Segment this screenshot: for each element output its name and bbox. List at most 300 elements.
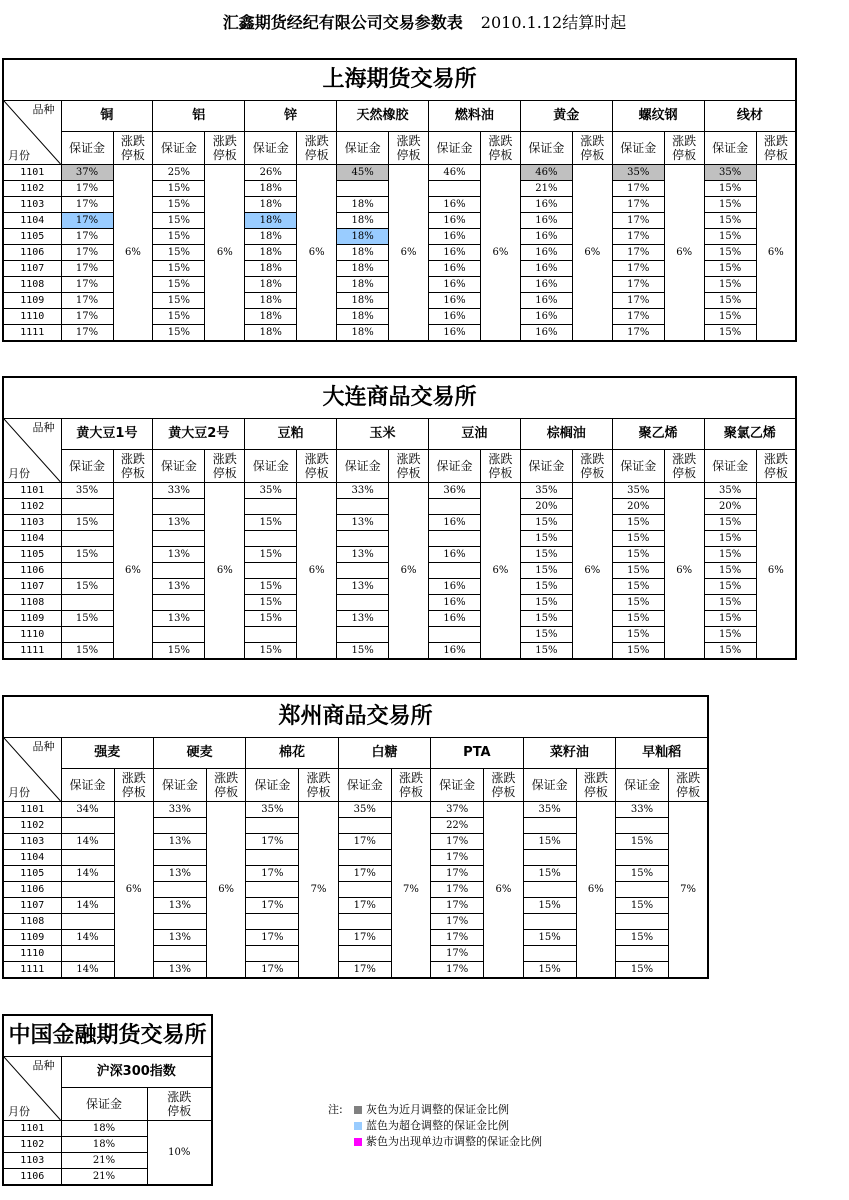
limit-cell: 6% [206,802,245,979]
margin-header: 保证金 [338,769,391,802]
margin-cell [429,499,481,515]
margin-cell [429,181,481,197]
margin-cell [523,850,576,866]
product-header: 黄大豆1号 [61,419,153,450]
gray-swatch-icon [354,1106,362,1114]
margin-cell: 18% [337,197,389,213]
margin-cell: 15% [612,643,664,660]
margin-cell: 26% [245,165,297,181]
document-title [0,10,849,33]
margin-cell: 15% [704,181,756,197]
margin-cell: 18% [337,213,389,229]
margin-cell [245,499,297,515]
margin-cell: 17% [61,293,113,309]
limit-header-text: 涨跌 停板 [398,771,423,799]
table-row [3,1121,212,1137]
margin-cell [153,850,206,866]
month-cell: 1105 [3,866,61,882]
limit-header-text: 涨跌 停板 [672,134,697,162]
margin-cell: 15% [612,579,664,595]
margin-cell: 17% [612,325,664,342]
limit-header-text: 涨跌 停板 [396,452,421,480]
margin-header: 保证金 [61,132,113,165]
margin-cell: 35% [704,483,756,499]
margin-cell: 15% [704,293,756,309]
kind-label: 品种 [32,740,55,753]
margin-cell: 20% [704,499,756,515]
margin-cell: 15% [704,213,756,229]
margin-cell: 18% [245,309,297,325]
margin-cell [61,627,113,643]
month-cell: 1110 [3,946,61,962]
margin-cell: 15% [245,611,297,627]
margin-cell: 15% [520,531,572,547]
margin-cell: 15% [61,611,113,627]
margin-cell: 13% [153,930,206,946]
kind-label: 品种 [32,103,55,116]
margin-cell: 13% [153,962,206,979]
table-row [3,165,796,181]
product-header: 白糖 [338,738,430,769]
margin-cell: 33% [616,802,669,818]
margin-cell: 17% [338,962,391,979]
limit-header-text: 涨跌 停板 [580,452,605,480]
margin-cell: 18% [245,293,297,309]
margin-cell [245,627,297,643]
limit-header [205,450,245,483]
product-header: 铝 [153,101,245,132]
margin-cell: 17% [61,213,113,229]
margin-header: 保证金 [704,132,756,165]
exchange-name: 上海期货交易所 [3,59,796,101]
limit-cell: 6% [576,802,615,979]
margin-cell: 22% [431,818,484,834]
margin-cell: 15% [153,181,205,197]
margin-cell: 17% [246,962,299,979]
month-cell: 1109 [3,293,61,309]
margin-header: 保证金 [431,769,484,802]
margin-cell: 17% [612,229,664,245]
margin-cell: 13% [153,515,205,531]
limit-cell: 6% [205,165,245,342]
legend-row-gray [328,1102,542,1118]
margin-cell [337,563,389,579]
product-header: 棕榈油 [520,419,612,450]
limit-header [391,769,430,802]
month-cell: 1105 [3,229,61,245]
margin-cell: 15% [61,547,113,563]
month-cell: 1110 [3,627,61,643]
month-cell: 1104 [3,850,61,866]
table-row [3,802,708,818]
month-label: 月份 [8,149,30,162]
month-cell: 1102 [3,181,61,197]
limit-cell: 7% [669,802,709,979]
margin-cell: 14% [61,898,114,914]
margin-cell: 13% [153,898,206,914]
margin-cell: 21% [520,181,572,197]
margin-cell: 17% [612,309,664,325]
margin-cell: 15% [704,309,756,325]
margin-cell: 16% [429,261,481,277]
month-cell: 1101 [3,802,61,818]
limit-header [664,132,704,165]
limit-header [669,769,709,802]
product-header: 锌 [245,101,337,132]
margin-cell: 15% [520,579,572,595]
margin-cell: 18% [61,1137,147,1153]
margin-cell: 17% [431,834,484,850]
limit-header [389,132,429,165]
margin-cell [337,627,389,643]
limit-header-text: 涨跌 停板 [304,452,329,480]
corner-header [3,738,61,802]
limit-header-text: 涨跌 停板 [676,771,701,799]
magenta-swatch-icon [354,1138,362,1146]
month-cell: 1101 [3,1121,61,1137]
margin-cell: 16% [429,309,481,325]
margin-cell: 21% [61,1169,147,1186]
margin-cell [523,818,576,834]
margin-cell [153,882,206,898]
margin-cell [616,882,669,898]
limit-header-text: 涨跌 停板 [212,452,237,480]
product-header: 燃料油 [429,101,521,132]
margin-cell: 15% [153,643,205,660]
margin-cell: 35% [704,165,756,181]
exchange-table-shfe [2,58,797,342]
margin-cell: 16% [520,277,572,293]
margin-cell [153,818,206,834]
limit-header [297,132,337,165]
margin-cell: 17% [246,866,299,882]
margin-cell [61,850,114,866]
margin-cell: 15% [704,229,756,245]
margin-cell: 15% [704,277,756,293]
margin-cell: 34% [61,802,114,818]
margin-cell: 35% [338,802,391,818]
margin-header: 保证金 [153,132,205,165]
month-cell: 1110 [3,309,61,325]
margin-cell: 17% [431,850,484,866]
product-header: 铜 [61,101,153,132]
notes-lead: 注: [328,1103,343,1116]
margin-cell: 35% [245,483,297,499]
month-cell: 1107 [3,261,61,277]
margin-cell: 17% [612,213,664,229]
corner-header [3,419,61,483]
margin-cell: 13% [337,547,389,563]
margin-cell: 15% [520,627,572,643]
product-header: 黄大豆2号 [153,419,245,450]
product-header: 玉米 [337,419,429,450]
exchange-name: 郑州商品交易所 [3,696,708,738]
margin-cell: 46% [429,165,481,181]
margin-cell: 15% [616,866,669,882]
margin-cell: 14% [61,866,114,882]
limit-cell: 6% [481,483,521,660]
product-header: 棉花 [246,738,338,769]
month-cell: 1109 [3,611,61,627]
exchange-table-dce [2,376,797,660]
margin-cell: 16% [429,245,481,261]
month-cell: 1102 [3,818,61,834]
product-header: 豆油 [429,419,521,450]
margin-cell: 14% [61,962,114,979]
margin-cell: 20% [520,499,572,515]
margin-cell: 17% [61,229,113,245]
limit-header [114,769,153,802]
exchange-table-czce [2,695,709,979]
limit-cell: 10% [147,1121,212,1186]
limit-cell: 6% [114,802,153,979]
margin-cell [337,181,389,197]
limit-header [481,450,521,483]
limit-header-text: 涨跌 停板 [304,134,329,162]
month-cell: 1103 [3,1153,61,1169]
limit-header-text: 涨跌 停板 [491,771,516,799]
margin-cell: 17% [612,181,664,197]
margin-cell: 15% [61,515,113,531]
margin-cell: 17% [246,898,299,914]
margin-cell: 13% [153,547,205,563]
margin-cell [616,818,669,834]
limit-header-text: 涨跌 停板 [120,452,145,480]
month-label: 月份 [8,786,30,799]
limit-header-text: 涨跌 停板 [212,134,237,162]
legend-row-blue [328,1118,542,1134]
margin-cell: 15% [153,261,205,277]
month-cell: 1106 [3,245,61,261]
month-label: 月份 [8,1105,30,1118]
margin-cell: 15% [523,898,576,914]
margin-cell [246,882,299,898]
margin-cell: 17% [431,914,484,930]
margin-cell: 15% [61,579,113,595]
margin-cell [153,563,205,579]
margin-cell: 16% [520,325,572,342]
product-header: 天然橡胶 [337,101,429,132]
legend-text-magenta: 紫色为出现单边市调整的保证金比例 [366,1135,542,1148]
margin-header: 保证金 [523,769,576,802]
margin-cell [153,499,205,515]
margin-header: 保证金 [153,450,205,483]
margin-cell: 16% [520,293,572,309]
product-header: 豆粕 [245,419,337,450]
margin-cell: 15% [704,197,756,213]
product-header: 螺纹钢 [612,101,704,132]
exchange-name: 大连商品交易所 [3,377,796,419]
product-header: 黄金 [520,101,612,132]
margin-cell: 15% [704,595,756,611]
margin-cell: 15% [245,547,297,563]
month-cell: 1108 [3,914,61,930]
margin-cell: 13% [153,866,206,882]
margin-header: 保证金 [245,450,297,483]
margin-cell: 18% [245,181,297,197]
margin-cell [245,531,297,547]
margin-cell: 35% [61,483,113,499]
margin-cell [338,850,391,866]
margin-header: 保证金 [61,769,114,802]
limit-header-text: 涨跌 停板 [583,771,608,799]
margin-cell: 16% [429,515,481,531]
margin-cell: 15% [520,595,572,611]
margin-cell: 15% [612,595,664,611]
margin-header: 保证金 [61,450,113,483]
margin-header: 保证金 [153,769,206,802]
margin-cell: 35% [612,483,664,499]
limit-header [297,450,337,483]
margin-cell: 18% [245,325,297,342]
limit-header-text: 涨跌 停板 [306,771,331,799]
product-header: 硬麦 [153,738,245,769]
limit-cell: 6% [389,165,429,342]
margin-cell: 16% [429,277,481,293]
margin-cell: 17% [61,197,113,213]
limit-header [205,132,245,165]
limit-header-text: 涨跌 停板 [167,1090,192,1118]
margin-cell: 15% [523,930,576,946]
limit-header-text: 涨跌 停板 [763,452,788,480]
month-cell: 1111 [3,643,61,660]
exchange-name: 中国金融期货交易所 [3,1015,212,1057]
blue-swatch-icon [354,1122,362,1130]
margin-cell: 33% [153,802,206,818]
margin-cell: 17% [431,962,484,979]
margin-cell: 14% [61,930,114,946]
product-header: 强麦 [61,738,153,769]
margin-cell: 17% [431,866,484,882]
corner-header [3,1057,61,1121]
margin-cell [338,946,391,962]
margin-cell: 15% [612,515,664,531]
margin-cell: 17% [61,325,113,342]
margin-cell [616,850,669,866]
limit-header [756,450,796,483]
margin-cell: 17% [612,261,664,277]
month-cell: 1105 [3,547,61,563]
margin-cell: 17% [61,309,113,325]
margin-cell: 15% [612,611,664,627]
margin-cell: 16% [429,293,481,309]
margin-cell: 15% [704,627,756,643]
limit-header [572,450,612,483]
margin-cell: 13% [337,515,389,531]
margin-cell: 17% [61,245,113,261]
margin-header: 保证金 [612,450,664,483]
margin-cell: 16% [429,547,481,563]
margin-cell: 16% [429,643,481,660]
limit-header-text: 涨跌 停板 [488,134,513,162]
margin-cell: 15% [153,309,205,325]
margin-cell: 15% [616,930,669,946]
limit-cell: 6% [113,483,153,660]
margin-cell: 15% [520,563,572,579]
margin-cell: 16% [520,309,572,325]
product-header: 聚氯乙烯 [704,419,796,450]
margin-cell: 20% [612,499,664,515]
margin-cell: 33% [153,483,205,499]
margin-cell [338,882,391,898]
limit-header-text: 涨跌 停板 [672,452,697,480]
corner-header [3,101,61,165]
limit-header [572,132,612,165]
margin-cell: 15% [520,611,572,627]
margin-cell: 15% [612,563,664,579]
month-cell: 1102 [3,499,61,515]
margin-header: 保证金 [704,450,756,483]
month-cell: 1104 [3,213,61,229]
limit-header-text: 涨跌 停板 [120,134,145,162]
margin-cell: 15% [245,643,297,660]
margin-cell: 37% [431,802,484,818]
margin-cell: 15% [704,611,756,627]
margin-cell: 15% [520,547,572,563]
margin-cell [61,946,114,962]
margin-cell: 15% [337,643,389,660]
margin-cell: 17% [431,898,484,914]
margin-cell: 15% [704,531,756,547]
margin-cell: 18% [245,213,297,229]
margin-cell: 15% [523,866,576,882]
month-cell: 1107 [3,579,61,595]
margin-cell: 13% [337,579,389,595]
margin-cell: 15% [153,245,205,261]
margin-cell: 18% [337,229,389,245]
margin-cell: 13% [153,834,206,850]
margin-cell: 18% [245,277,297,293]
margin-cell [245,563,297,579]
margin-cell: 36% [429,483,481,499]
limit-cell: 7% [391,802,430,979]
margin-cell [337,595,389,611]
margin-cell [338,818,391,834]
margin-cell [153,627,205,643]
margin-cell: 15% [153,277,205,293]
limit-cell: 6% [664,165,704,342]
margin-cell: 35% [520,483,572,499]
margin-cell: 18% [337,309,389,325]
margin-cell: 13% [153,611,205,627]
margin-cell: 15% [704,245,756,261]
table-row [3,483,796,499]
margin-cell: 18% [337,245,389,261]
margin-cell: 16% [429,213,481,229]
margin-cell: 35% [612,165,664,181]
margin-cell: 16% [520,261,572,277]
title-text: 汇鑫期货经纪有限公司交易参数表 [222,13,463,32]
month-cell: 1103 [3,197,61,213]
product-header: 早籼稻 [616,738,709,769]
margin-cell: 18% [337,325,389,342]
margin-cell: 16% [429,579,481,595]
margin-header: 保证金 [245,132,297,165]
margin-cell: 15% [153,229,205,245]
limit-cell: 6% [484,802,523,979]
margin-cell [337,531,389,547]
product-header: 聚乙烯 [612,419,704,450]
margin-cell: 17% [431,930,484,946]
margin-header: 保证金 [246,769,299,802]
limit-header [484,769,523,802]
margin-cell: 25% [153,165,205,181]
margin-cell: 18% [337,293,389,309]
limit-header-text: 涨跌 停板 [580,134,605,162]
margin-cell [246,914,299,930]
margin-cell: 16% [429,595,481,611]
limit-header [756,132,796,165]
